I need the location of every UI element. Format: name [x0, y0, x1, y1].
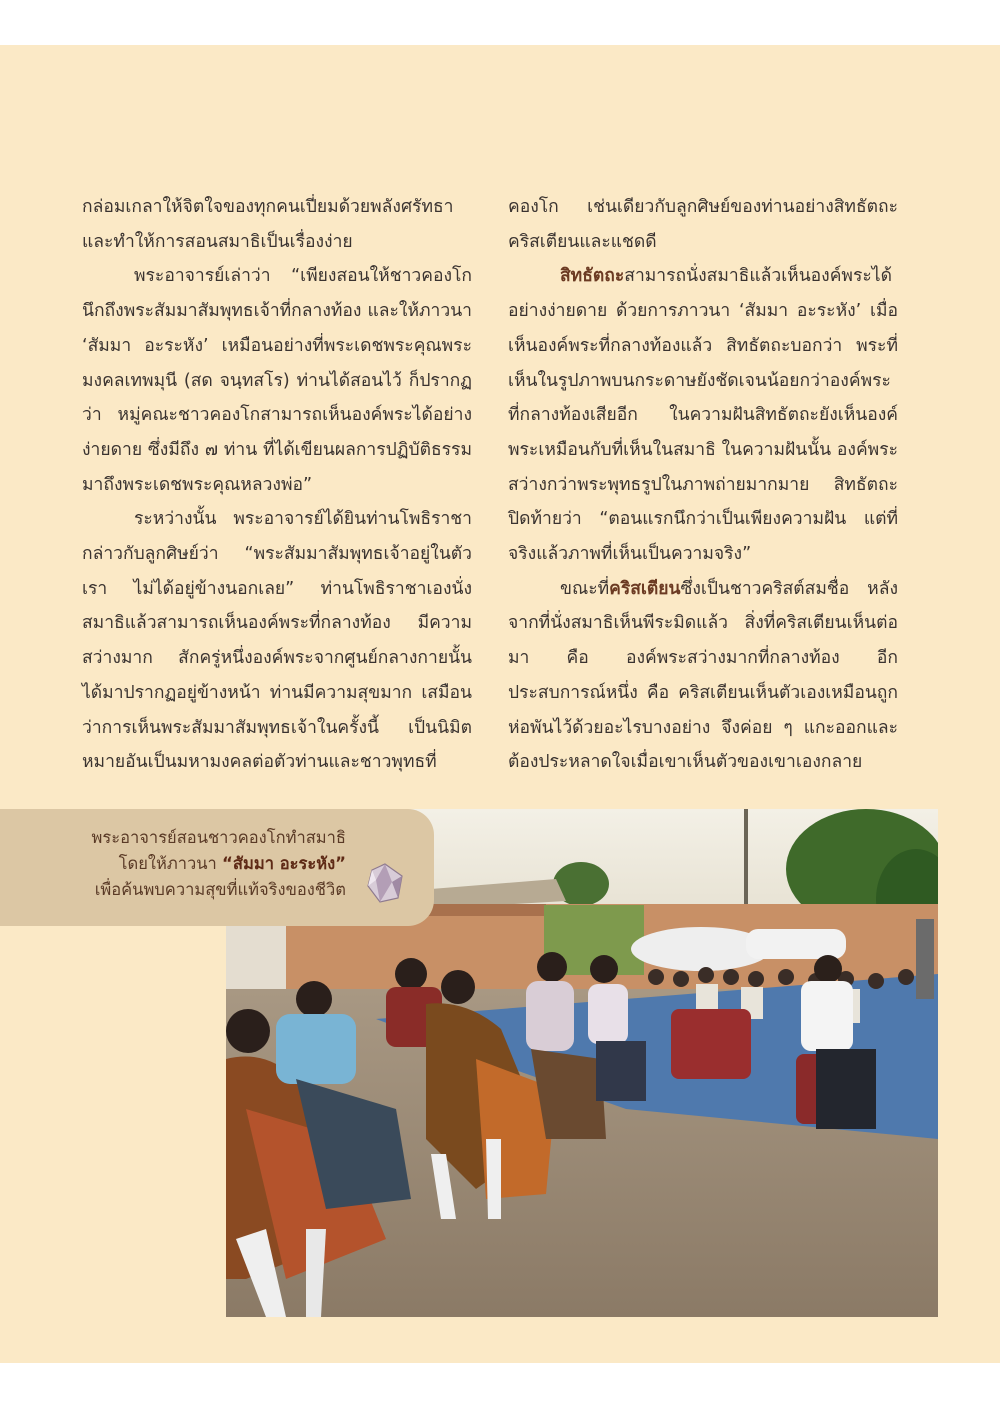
right-text-column — [508, 190, 898, 780]
paragraph: ขณะที่คริสเตียนซึ่งเป็นชาวคริสต์สมชื่อ หลังจากที่นั่งสมาธิเห็นพีระมิดแล้ว สิ่งที่คริสเตียนเห็นต่อมา คือ องค์พระสว่างมากที่กลางท้อง อีกประสบการณ์หนึ่ง คือ คริสเตียนเห็นตัวเองเหมือนถูกห่อพันไว้ด้วยอะไรบางอย่าง จึงค่อย ๆ แกะออกและต้องประหลาดใจเมื่อเขาเห็นตัวของเขาเองกลาย — [508, 578, 898, 773]
left-text-column — [82, 190, 472, 780]
name-siddhattha: สิทธัตถะ — [560, 266, 625, 287]
caption-line: โดยให้ภาวนา “สัมมา อะระหัง” — [118, 854, 346, 873]
caption-line: เพื่อค้นพบความสุขที่แท้จริงของชีวิต — [94, 880, 346, 899]
caption-line: พระอาจารย์สอนชาวคองโกทำสมาธิ — [91, 828, 346, 847]
paragraph: สิทธัตถะสามารถนั่งสมาธิแล้วเห็นองค์พระได้อย่างง่ายดาย ด้วยการภาวนา ‘สัมมา อะระหัง’ เมื่อเห็นองค์พระที่กลางท้องแล้ว สิทธัตถะบอกว่า พระที่เห็นในรูปภาพบนกระดาษยังชัดเจนน้อยกว่าองค์พระที่กลางท้องเสียอีก ในความฝันสิทธัตถะยังเห็นองค์พระเหมือนกับที่เห็นในสมาธิ ในความฝันนั้น องค์พระสว่างกว่าพระพุทธรูปในภาพถ่ายมากมาย สิทธัตถะปิดท้ายว่า “ตอนแรกนึกว่าเป็นเพียงความฝัน แต่ที่จริงแล้วภาพที่เห็นเป็นความจริง” — [508, 266, 898, 565]
mantra-text: “สัมมา อะระหัง” — [222, 854, 346, 873]
paragraph: คองโก เช่นเดียวกับลูกศิษย์ของท่านอย่างสิทธัตถะ คริสเตียนและแชดดี — [508, 197, 898, 252]
paragraph: กล่อมเกลาให้จิตใจของทุกคนเปี่ยมด้วยพลังศรัทธา และทำให้การสอนสมาธิเป็นเรื่องง่าย — [82, 197, 454, 252]
name-christian: คริสเตียน — [609, 578, 681, 599]
paragraph: พระอาจารย์เล่าว่า “เพียงสอนให้ชาวคองโกนึกถึงพระสัมมาสัมพุทธเจ้าที่กลางท้อง และให้ภาวนา ‘สัมมา อะระหัง’ เหมือนอย่างที่พระเดชพระคุณพระมงคลเทพมุนี (สด จนฺทสโร) ท่านได้สอนไว้ ก็ปรากฏว่า หมู่คณะชาวคองโกสามารถเห็นองค์พระได้อย่างง่ายดาย ซึ่งมีถึง ๗ ท่าน ที่ได้เขียนผลการปฏิบัติธรรมมาถึงพระเดชพระคุณหลวงพ่อ” — [82, 266, 472, 495]
paragraph: ระหว่างนั้น พระอาจารย์ได้ยินท่านโพธิราชากล่าวกับลูกศิษย์ว่า “พระสัมมาสัมพุทธเจ้าอยู่ในตัวเรา ไม่ได้อยู่ข้างนอกเลย” ท่านโพธิราชาเองนั่งสมาธิแล้วสามารถเห็นองค์พระที่กลางท้อง มีความสว่างมาก สักครู่หนึ่งองค์พระจากศูนย์กลางกายนั้นได้มาปรากฏอยู่ข้างหน้า ท่านมีความสุขมาก เสมือนว่าการเห็นพระสัมมาสัมพุทธเจ้าในครั้งนี้ เป็นนิมิตหมายอันเป็นมหามงคลต่อตัวท่านและชาวพุทธที่ — [82, 509, 472, 773]
crystal-icon — [366, 862, 404, 904]
caption-text — [91, 825, 346, 903]
